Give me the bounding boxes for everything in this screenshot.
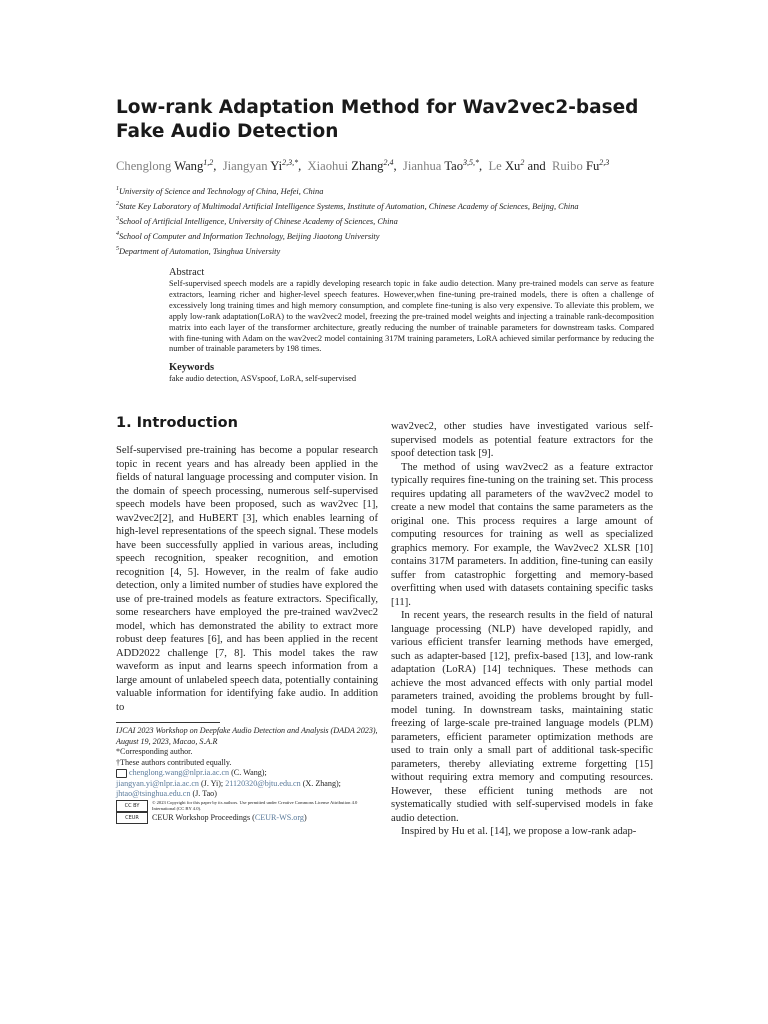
author-last-name: Zhang (351, 159, 384, 174)
abstract-heading: Abstract (169, 267, 205, 278)
affiliation-item (116, 183, 676, 198)
affiliation-text: School of Computer and Information Technology, Beijing Jiaotong University (119, 231, 380, 241)
affiliation-number: 5 (116, 246, 119, 252)
section-heading-introduction: 1. Introduction (116, 415, 238, 431)
affiliation-number: 2 (116, 201, 119, 207)
keywords-text: fake audio detection, ASVspoof, LoRA, self-supervised (169, 374, 357, 384)
author-last-name: Wang (174, 159, 204, 174)
left-column (116, 444, 378, 714)
footnote-corresponding: *Corresponding author. (116, 747, 193, 756)
intro-paragraph-5: Inspired by Hu et al. [14], we propose a low-rank adap- (401, 826, 637, 837)
author-first-name: Chenglong (116, 159, 172, 174)
author-affiliation-marker: 1,2 (203, 158, 214, 167)
footnote-workshop: IJCAI 2023 Workshop on Deepfake Audio Detection and Analysis (DADA 2023), August 19, 2023, Macao, S.A.R (116, 726, 378, 746)
footnotes (116, 726, 381, 824)
affiliation-number: 4 (116, 231, 119, 237)
footnote-emails (116, 768, 381, 800)
author-affiliation-marker: 2,4 (383, 158, 394, 167)
affiliation-number: 3 (116, 216, 119, 222)
footnote-rule (116, 722, 220, 723)
affiliation-text: Department of Automation, Tsinghua University (119, 246, 281, 256)
right-column (391, 420, 653, 839)
intro-paragraph-1: Self-supervised pre-training has become a popular research topic in recent years and has already been applied in the fields of natural language processing and computer vision. In the domain of speech processing, numerous self-supervised speech models have been proposed, such as wav2vec [1], wav2vec2[2], and HuBERT [3], which enables learning of high-level representations of the speech signal. These models have been successfully applied in various areas, including speech recognition, speaker recognition, and emotion recognition [4, 5]. However, in the realm of fake audio detection, only a limited number of studies have explored the use of pre-trained models as feature extractors. Specifically, some researchers have employed the pre-trained wav2vec2 model, which has demonstrated the ability to extract more robust deep features [6], and has been applied in the recent ADD2022 challenge [7, 8]. This model takes the raw waveform as input and learns speech information from a large amount of unlabeled speech data, potentially containing valuable information for identifying fake audio. In addition to (116, 445, 378, 713)
author-affiliation-marker: 3,5,* (463, 158, 480, 167)
ceur-suffix: ) (303, 812, 307, 822)
author-last-name: Tao (444, 159, 464, 174)
intro-paragraph-2: wav2vec2, other studies have investigated various self-supervised models as potential feature extractors for the spoof detection task [9]. (391, 421, 653, 459)
author-first-name: Le (488, 159, 502, 174)
affiliation-text: University of Science and Technology of China, Hefei, China (119, 186, 324, 196)
author-first-name: Xiaohui (307, 159, 349, 174)
author-first-name: Jiangyan (222, 159, 268, 174)
affiliation-number: 1 (116, 186, 119, 192)
author-first-name: Jianhua (402, 159, 442, 174)
ceur-row (116, 812, 381, 824)
abstract-block (169, 266, 654, 385)
email-owner-tao: (J. Tao) (190, 789, 217, 798)
intro-paragraph-4: In recent years, the research results in the field of natural language processing (NLP) have developed rapidly, and various efficient transfer learning methods have emerged, such as adapter-based [12], prefix-based [13], and low-rank adaptation (LoRA) [14] techniques. These methods can achieve the most advanced effects with only partial model parameters trained, avoiding the problems brought by full-model tuning. In downstream tasks, maintaining static freezing of large-scale pre-trained language models (PLM) parameters, efficient parameter optimization methods are used to train only a small part of additional task-specific parameters, thereby alleviating extreme forgetting [15] without requiring extra memory and computing resources. However, these efficient tuning methods are not systematically studied with self-supervised models in fake audio detection. (391, 610, 653, 824)
author-separator: , (298, 159, 308, 174)
cc-license-icon: CC BY (116, 800, 148, 812)
footnote-equal: †These authors contributed equally. (116, 757, 232, 767)
email-owner-yi: (J. Yi); (198, 778, 226, 788)
author-list (116, 155, 676, 174)
affiliation-item (116, 228, 676, 243)
ceur-prefix: CEUR Workshop Proceedings ( (152, 812, 255, 822)
author-separator: and (524, 159, 552, 174)
copyright-text: © 2023 Copyright for this paper by its authors. Use permitted under Creative Commons License Attribution 4.0 International (CC BY 4.0). (152, 800, 358, 811)
intro-paragraph-3: The method of using wav2vec2 as a feature extractor typically requires fine-tuning on the training set. This process requires updating all parameters of the wav2vec2 model to create a new model that contains the same parameters as the original one. This process requires a large amount of computing resources for training as well as specialized graphics memory. For example, the Wav2vec2 XLSR [10] contains 317M parameters. In addition, fine-tuning can easily suffer from catastrophic forgetting and memory-based overfitting when used with datasets containing specific tasks [11]. (391, 461, 653, 608)
author-last-name: Yi (270, 159, 283, 174)
author-affiliation-marker: 2,3,* (282, 158, 299, 167)
ceur-link[interactable]: CEUR-WS.org (254, 812, 304, 822)
affiliation-item (116, 243, 676, 258)
email-owner-zhang: (X. Zhang); (300, 778, 341, 788)
abstract-text: Self-supervised speech models are a rapidly developing research topic in fake audio detection. Many pre-trained models can serve as feature extractors, learning richer and higher-level speech features. However,when fine-tuning pre-trained models, there is often a challenge of excessively long training times and high memory consumption, and complete fine-tuning is also very expensive. To alleviate this problem, we apply low-rank adaptation(LoRA) to the wav2vec2 model, freezing the pre-trained model weights and injecting a trainable rank-decomposition matrix into each layer of the transformer architecture, greatly reducing the number of trainable parameters for downstream tasks. Compared with fine-tuning with Adam on the wav2vec2 model containing 317M training parameters, LoRA achieved similar performance by reducing the number of trainable parameters by 198 times. (169, 279, 654, 354)
author-first-name: Ruibo (551, 159, 583, 174)
affiliation-list (116, 183, 676, 258)
copyright-row (116, 800, 381, 812)
paper-title: Low-rank Adaptation Method for Wav2vec2-based Fake Audio Detection (116, 97, 639, 142)
envelope-icon (116, 769, 127, 778)
author-last-name: Fu (585, 159, 600, 174)
author-separator: , (213, 159, 223, 174)
affiliation-item (116, 198, 676, 213)
author-last-name: Xu (504, 159, 521, 174)
keywords-heading: Keywords (169, 362, 215, 374)
email-link-zhang[interactable]: 21120320@bjtu.edu.cn (225, 778, 301, 788)
affiliation-text: State Key Laboratory of Multimodal Artificial Intelligence Systems, Institute of Automation, Chinese Academy of Sciences, Beijng, China (119, 201, 579, 211)
author-separator: , (393, 159, 403, 174)
author-separator: , (479, 159, 489, 174)
email-link-wang[interactable]: chenglong.wang@nlpr.ia.ac.cn (129, 768, 230, 777)
affiliation-item (116, 213, 676, 228)
ceur-logo-icon: CEUR (116, 812, 148, 824)
author-affiliation-marker: 2 (520, 158, 525, 167)
email-link-yi[interactable]: jiangyan.yi@nlpr.ia.ac.cn (116, 778, 199, 788)
author-affiliation-marker: 2,3 (599, 158, 610, 167)
email-owner-wang: (C. Wang); (229, 768, 267, 777)
affiliation-text: School of Artificial Intelligence, University of Chinese Academy of Sciences, China (119, 216, 398, 226)
email-link-tao[interactable]: jhtao@tsinghua.edu.cn (116, 789, 191, 798)
